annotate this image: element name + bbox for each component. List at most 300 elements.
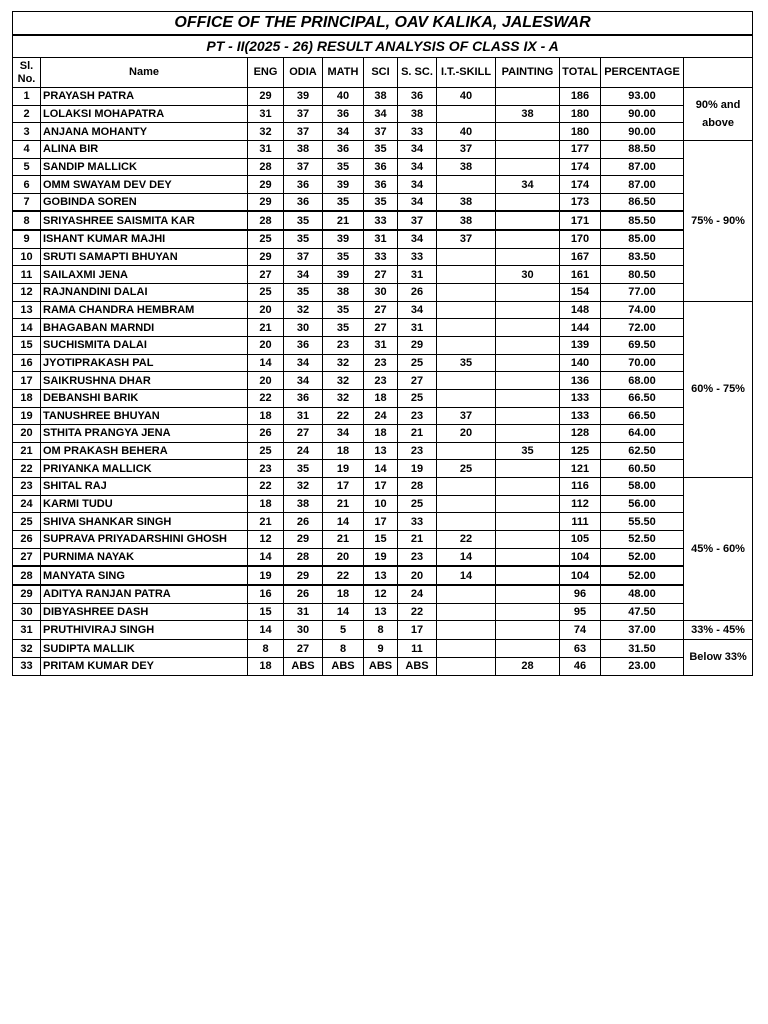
painting-cell: 38 [496,105,560,123]
sl-cell: 16 [13,354,41,372]
it-skill-cell [437,640,496,658]
math-cell: 5 [323,621,364,640]
eng-cell: 32 [248,123,284,141]
painting-cell [496,425,560,443]
eng-cell: 26 [248,425,284,443]
odia-cell: 32 [284,478,323,496]
ssc-cell: 11 [398,640,437,658]
table-row [13,88,753,106]
sl-cell: 10 [13,248,41,266]
ssc-cell: 33 [398,513,437,531]
percentage-cell: 69.50 [601,336,684,354]
ssc-cell: 34 [398,193,437,211]
sl-cell: 29 [13,585,41,603]
table-row [13,248,753,266]
percentage-cell: 66.50 [601,389,684,407]
sl-cell: 32 [13,640,41,658]
total-cell: 186 [560,88,601,106]
math-cell: 32 [323,372,364,390]
math-cell: 35 [323,193,364,211]
painting-cell: 34 [496,176,560,194]
sl-cell: 12 [13,284,41,302]
eng-cell: 20 [248,372,284,390]
odia-cell: 31 [284,407,323,425]
eng-cell: 29 [248,88,284,106]
col-sci: SCI [364,58,398,88]
name-cell: SUDIPTA MALLIK [41,640,248,658]
math-cell: 22 [323,407,364,425]
band-label: 75% - 90% [684,140,753,301]
sl-cell: 19 [13,407,41,425]
odia-cell: 37 [284,248,323,266]
ssc-cell: 23 [398,442,437,460]
it-skill-cell: 38 [437,211,496,230]
total-cell: 121 [560,460,601,478]
band-label: 33% - 45% [684,621,753,640]
odia-cell: 35 [284,211,323,230]
ssc-cell: ABS [398,657,437,675]
ssc-cell: 17 [398,621,437,640]
it-skill-cell: 14 [437,566,496,585]
painting-cell [496,372,560,390]
band-label: Below 33% [684,640,753,675]
table-row [13,407,753,425]
sci-cell: 18 [364,425,398,443]
col-sl-no: Sl. No. [13,58,41,88]
sci-cell: 23 [364,372,398,390]
table-row [13,176,753,194]
painting-cell: 28 [496,657,560,675]
painting-cell [496,548,560,566]
name-cell: RAMA CHANDRA HEMBRAM [41,301,248,319]
math-cell: 35 [323,319,364,337]
eng-cell: 28 [248,158,284,176]
painting-cell [496,585,560,603]
col-name: Name [41,58,248,88]
percentage-cell: 87.00 [601,176,684,194]
eng-cell: 8 [248,640,284,658]
sl-cell: 15 [13,336,41,354]
sl-cell: 24 [13,495,41,513]
percentage-cell: 37.00 [601,621,684,640]
total-cell: 148 [560,301,601,319]
sci-cell: 35 [364,140,398,158]
ssc-cell: 25 [398,389,437,407]
it-skill-cell: 20 [437,425,496,443]
math-cell: 39 [323,176,364,194]
ssc-cell: 31 [398,266,437,284]
sci-cell: 27 [364,319,398,337]
odia-cell: 36 [284,176,323,194]
name-cell: ANJANA MOHANTY [41,123,248,141]
percentage-cell: 85.00 [601,230,684,248]
name-cell: PURNIMA NAYAK [41,548,248,566]
ssc-cell: 34 [398,158,437,176]
sl-cell: 26 [13,531,41,549]
table-row [13,548,753,566]
total-cell: 95 [560,603,601,621]
ssc-cell: 34 [398,301,437,319]
sci-cell: 12 [364,585,398,603]
total-cell: 104 [560,548,601,566]
total-cell: 125 [560,442,601,460]
percentage-cell: 48.00 [601,585,684,603]
header-row [13,58,753,88]
total-cell: 167 [560,248,601,266]
math-cell: 21 [323,495,364,513]
total-cell: 63 [560,640,601,658]
it-skill-cell: 40 [437,88,496,106]
eng-cell: 14 [248,354,284,372]
eng-cell: 20 [248,301,284,319]
odia-cell: 36 [284,389,323,407]
percentage-cell: 55.50 [601,513,684,531]
percentage-cell: 70.00 [601,354,684,372]
math-cell: 32 [323,389,364,407]
total-cell: 170 [560,230,601,248]
name-cell: STHITA PRANGYA JENA [41,425,248,443]
ssc-cell: 21 [398,425,437,443]
percentage-cell: 64.00 [601,425,684,443]
eng-cell: 19 [248,566,284,585]
ssc-cell: 23 [398,407,437,425]
it-skill-cell [437,657,496,675]
band-label: 45% - 60% [684,478,753,621]
sci-cell: 31 [364,336,398,354]
name-cell: RAJNANDINI DALAI [41,284,248,302]
total-cell: 104 [560,566,601,585]
eng-cell: 15 [248,603,284,621]
it-skill-cell [437,284,496,302]
math-cell: 21 [323,531,364,549]
name-cell: GOBINDA SOREN [41,193,248,211]
ssc-cell: 38 [398,105,437,123]
odia-cell: 30 [284,621,323,640]
it-skill-cell [437,478,496,496]
eng-cell: 20 [248,336,284,354]
math-cell: 35 [323,158,364,176]
col-painting: PAINTING [496,58,560,88]
sl-cell: 17 [13,372,41,390]
math-cell: 34 [323,425,364,443]
sl-cell: 13 [13,301,41,319]
table-row [13,193,753,211]
odia-cell: 31 [284,603,323,621]
sci-cell: 27 [364,301,398,319]
col-math: MATH [323,58,364,88]
name-cell: BHAGABAN MARNDI [41,319,248,337]
table-row [13,211,753,230]
ssc-cell: 27 [398,372,437,390]
odia-cell: 30 [284,319,323,337]
it-skill-cell: 40 [437,123,496,141]
table-row [13,336,753,354]
percentage-cell: 66.50 [601,407,684,425]
sl-cell: 6 [13,176,41,194]
eng-cell: 31 [248,140,284,158]
eng-cell: 16 [248,585,284,603]
name-cell: DEBANSHI BARIK [41,389,248,407]
name-cell: ISHANT KUMAR MAJHI [41,230,248,248]
math-cell: 39 [323,230,364,248]
ssc-cell: 34 [398,140,437,158]
math-cell: 21 [323,211,364,230]
percentage-cell: 52.00 [601,548,684,566]
table-row [13,621,753,640]
it-skill-cell [437,176,496,194]
math-cell: 17 [323,478,364,496]
eng-cell: 29 [248,248,284,266]
it-skill-cell: 37 [437,407,496,425]
odia-cell: 29 [284,566,323,585]
math-cell: 38 [323,284,364,302]
table-row [13,301,753,319]
eng-cell: 18 [248,657,284,675]
table-row [13,425,753,443]
name-cell: SANDIP MALLICK [41,158,248,176]
odia-cell: 34 [284,266,323,284]
eng-cell: 22 [248,478,284,496]
percentage-cell: 90.00 [601,105,684,123]
name-cell: ALINA BIR [41,140,248,158]
sl-cell: 33 [13,657,41,675]
ssc-cell: 28 [398,478,437,496]
odia-cell: 24 [284,442,323,460]
math-cell: 35 [323,301,364,319]
col-percentage: PERCENTAGE [601,58,684,88]
odia-cell: 37 [284,158,323,176]
name-cell: PRAYASH PATRA [41,88,248,106]
painting-cell [496,319,560,337]
sci-cell: 34 [364,105,398,123]
sci-cell: 13 [364,566,398,585]
eng-cell: 14 [248,548,284,566]
sci-cell: 8 [364,621,398,640]
ssc-cell: 34 [398,176,437,194]
total-cell: 46 [560,657,601,675]
math-cell: 19 [323,460,364,478]
sl-cell: 5 [13,158,41,176]
sl-cell: 7 [13,193,41,211]
percentage-cell: 60.50 [601,460,684,478]
name-cell: SRIYASHREE SAISMITA KAR [41,211,248,230]
eng-cell: 25 [248,442,284,460]
odia-cell: 37 [284,105,323,123]
table-row [13,123,753,141]
sl-cell: 22 [13,460,41,478]
total-cell: 140 [560,354,601,372]
name-cell: SUPRAVA PRIYADARSHINI GHOSH [41,531,248,549]
total-cell: 112 [560,495,601,513]
odia-cell: 29 [284,531,323,549]
math-cell: 22 [323,566,364,585]
math-cell: 14 [323,603,364,621]
odia-cell: 27 [284,640,323,658]
col-total: TOTAL [560,58,601,88]
eng-cell: 31 [248,105,284,123]
sl-cell: 30 [13,603,41,621]
odia-cell: 26 [284,585,323,603]
painting-cell [496,513,560,531]
table-body [13,88,753,676]
name-cell: DIBYASHREE DASH [41,603,248,621]
total-cell: 171 [560,211,601,230]
name-cell: JYOTIPRAKASH PAL [41,354,248,372]
table-row [13,442,753,460]
ssc-cell: 22 [398,603,437,621]
name-cell: ADITYA RANJAN PATRA [41,585,248,603]
total-cell: 174 [560,176,601,194]
name-cell: MANYATA SING [41,566,248,585]
painting-cell [496,158,560,176]
eng-cell: 29 [248,193,284,211]
sci-cell: 18 [364,389,398,407]
sci-cell: 15 [364,531,398,549]
table-row [13,354,753,372]
odia-cell: 34 [284,372,323,390]
painting-cell [496,140,560,158]
name-cell: LOLAKSI MOHAPATRA [41,105,248,123]
name-cell: PRIYANKA MALLICK [41,460,248,478]
percentage-cell: 93.00 [601,88,684,106]
percentage-cell: 77.00 [601,284,684,302]
total-cell: 144 [560,319,601,337]
sl-cell: 25 [13,513,41,531]
it-skill-cell [437,585,496,603]
eng-cell: 28 [248,211,284,230]
painting-cell [496,123,560,141]
math-cell: 36 [323,105,364,123]
painting-cell [496,407,560,425]
percentage-cell: 83.50 [601,248,684,266]
name-cell: SUCHISMITA DALAI [41,336,248,354]
sl-cell: 4 [13,140,41,158]
math-cell: 35 [323,248,364,266]
sci-cell: 38 [364,88,398,106]
sl-cell: 27 [13,548,41,566]
painting-cell [496,193,560,211]
ssc-cell: 34 [398,230,437,248]
odia-cell: 26 [284,513,323,531]
name-cell: SHIVA SHANKAR SINGH [41,513,248,531]
sl-cell: 9 [13,230,41,248]
it-skill-cell: 14 [437,548,496,566]
sci-cell: 13 [364,442,398,460]
math-cell: 14 [323,513,364,531]
percentage-cell: 80.50 [601,266,684,284]
result-table [12,11,753,676]
percentage-cell: 52.00 [601,566,684,585]
sci-cell: 27 [364,266,398,284]
sci-cell: 14 [364,460,398,478]
percentage-cell: 68.00 [601,372,684,390]
name-cell: PRITAM KUMAR DEY [41,657,248,675]
it-skill-cell [437,248,496,266]
odia-cell: 38 [284,495,323,513]
percentage-cell: 74.00 [601,301,684,319]
table-row [13,603,753,621]
table-row [13,513,753,531]
it-skill-cell [437,372,496,390]
eng-cell: 14 [248,621,284,640]
sci-cell: 23 [364,354,398,372]
sl-cell: 20 [13,425,41,443]
eng-cell: 18 [248,407,284,425]
math-cell: 40 [323,88,364,106]
painting-cell [496,566,560,585]
painting-cell [496,336,560,354]
it-skill-cell [437,389,496,407]
eng-cell: 21 [248,513,284,531]
total-cell: 74 [560,621,601,640]
painting-cell [496,603,560,621]
total-cell: 128 [560,425,601,443]
ssc-cell: 23 [398,548,437,566]
it-skill-cell: 38 [437,158,496,176]
total-cell: 116 [560,478,601,496]
odia-cell: 38 [284,140,323,158]
math-cell: 23 [323,336,364,354]
eng-cell: 29 [248,176,284,194]
math-cell: 20 [323,548,364,566]
eng-cell: 23 [248,460,284,478]
col-band [684,58,753,88]
ssc-cell: 33 [398,123,437,141]
ssc-cell: 19 [398,460,437,478]
total-cell: 105 [560,531,601,549]
math-cell: 18 [323,585,364,603]
it-skill-cell: 22 [437,531,496,549]
eng-cell: 12 [248,531,284,549]
painting-cell [496,248,560,266]
it-skill-cell [437,442,496,460]
table-row [13,389,753,407]
sci-cell: 35 [364,193,398,211]
sci-cell: 36 [364,176,398,194]
table-row [13,640,753,658]
eng-cell: 25 [248,230,284,248]
painting-cell [496,531,560,549]
painting-cell [496,301,560,319]
percentage-cell: 85.50 [601,211,684,230]
total-cell: 111 [560,513,601,531]
table-row [13,140,753,158]
odia-cell: ABS [284,657,323,675]
col-eng: ENG [248,58,284,88]
percentage-cell: 52.50 [601,531,684,549]
eng-cell: 18 [248,495,284,513]
it-skill-cell [437,513,496,531]
sl-cell: 31 [13,621,41,640]
ssc-cell: 31 [398,319,437,337]
it-skill-cell [437,266,496,284]
odia-cell: 27 [284,425,323,443]
sci-cell: 13 [364,603,398,621]
ssc-cell: 26 [398,284,437,302]
sci-cell: 33 [364,248,398,266]
sl-cell: 3 [13,123,41,141]
it-skill-cell: 38 [437,193,496,211]
total-cell: 133 [560,389,601,407]
name-cell: TANUSHREE BHUYAN [41,407,248,425]
table-row [13,495,753,513]
ssc-cell: 20 [398,566,437,585]
percentage-cell: 23.00 [601,657,684,675]
sci-cell: 19 [364,548,398,566]
sl-cell: 28 [13,566,41,585]
sci-cell: 17 [364,478,398,496]
math-cell: 39 [323,266,364,284]
